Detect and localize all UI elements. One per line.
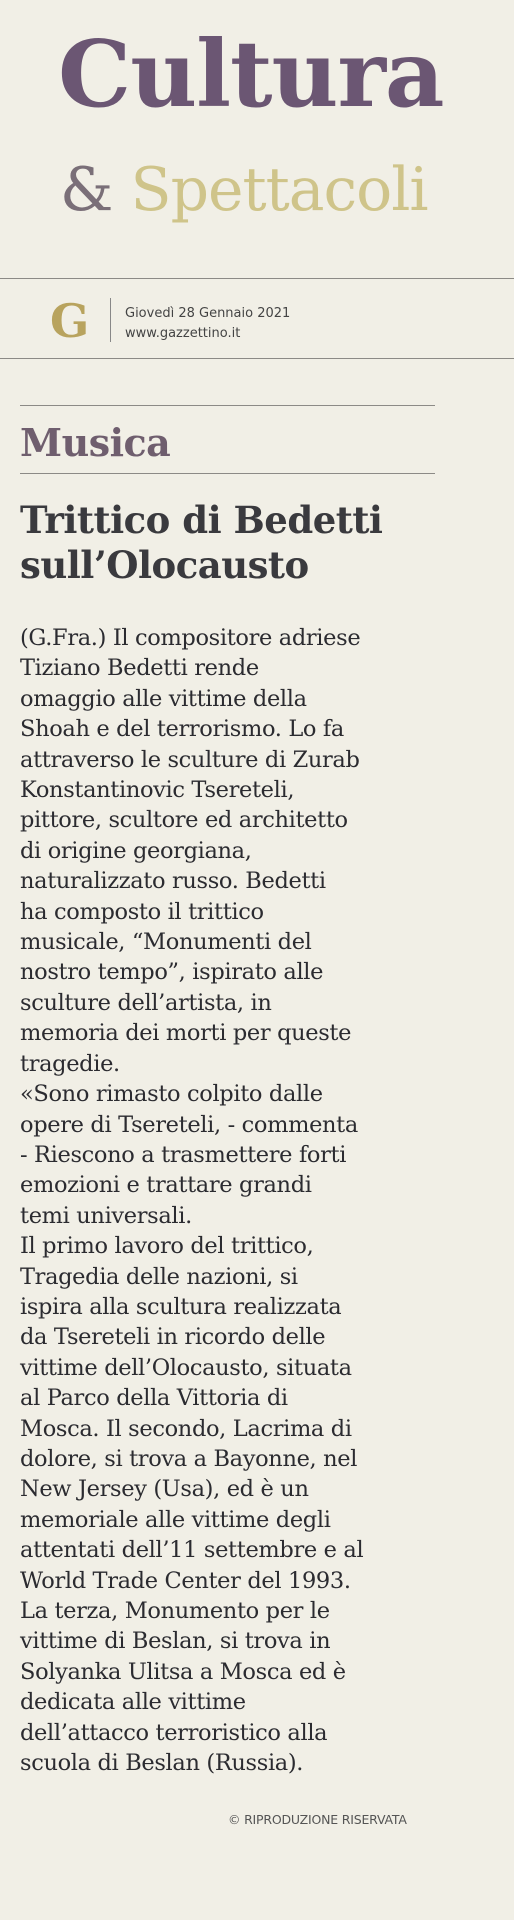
body-line: attraverso le sculture di Zurab: [20, 746, 360, 773]
body-line: omaggio alle vittime della: [20, 685, 307, 712]
body-line: sculture dell’artista, in: [20, 989, 272, 1016]
body-line: vittime dell’Olocausto, situata: [20, 1354, 352, 1381]
body-line: ha composto il trittico: [20, 898, 264, 925]
body-line: dolore, si trova a Bayonne, nel: [20, 1445, 358, 1472]
body-line: vittime di Beslan, si trova in: [20, 1628, 331, 1655]
ampersand: &: [60, 155, 113, 225]
body-line: New Jersey (Usa), ed è un: [20, 1476, 309, 1503]
gazzettino-logo: G: [50, 294, 90, 348]
issue-date: Giovedì 28 Gennaio 2021: [125, 306, 291, 321]
category-bottom-rule: [20, 473, 435, 474]
body-line: Tiziano Bedetti rende: [20, 655, 259, 682]
body-line: La terza, Monumento per le: [20, 1598, 330, 1624]
body-line: dedicata alle vittime: [20, 1689, 246, 1716]
body-line: memoriale alle vittime degli: [20, 1506, 331, 1533]
body-line: scuola di Beslan (Russia).: [20, 1750, 304, 1777]
website-url: www.gazzettino.it: [125, 326, 241, 341]
article-headline: [20, 498, 460, 588]
body-line: al Parco della Vittoria di: [20, 1385, 288, 1412]
body-line: memoria dei morti per queste: [20, 1020, 352, 1047]
category-top-rule: [20, 405, 435, 406]
body-line: nostro tempo”, ispirato alle: [20, 959, 324, 986]
body-line: ispira alla scultura realizzata: [20, 1293, 342, 1320]
body-line: emozioni e trattare grandi: [20, 1172, 312, 1199]
section-subtitle-text: Spettacoli: [130, 155, 428, 225]
body-line: «Sono rimasto colpito dalle: [20, 1081, 323, 1108]
body-line: da Tsereteli in ricordo delle: [20, 1324, 326, 1351]
body-line: opere di Tsereteli, - commenta: [20, 1111, 358, 1138]
body-line: temi universali.: [20, 1202, 192, 1229]
body-line: Solyanka Ulitsa a Mosca ed è: [20, 1658, 346, 1685]
section-title: Cultura: [58, 20, 444, 128]
body-line: pittore, scultore ed architetto: [20, 807, 348, 834]
masthead-top-rule: [0, 278, 514, 279]
body-line: World Trade Center del 1993.: [20, 1567, 351, 1594]
body-line: tragedie.: [20, 1050, 120, 1077]
body-line: musicale, “Monumenti del: [20, 929, 312, 956]
masthead-bottom-rule: [0, 358, 514, 359]
body-line: Tragedia delle nazioni, si: [20, 1263, 298, 1290]
body-line: Konstantinovic Tsereteli,: [20, 777, 295, 804]
body-line: - Riescono a trasmettere forti: [20, 1141, 347, 1168]
body-line: di origine georgiana,: [20, 837, 252, 864]
body-line: attentati dell’11 settembre e al: [20, 1537, 364, 1564]
headline-line: Trittico di Bedetti: [20, 498, 383, 542]
copyright-notice: © RIPRODUZIONE RISERVATA: [228, 1812, 407, 1827]
body-line: Mosca. Il secondo, Lacrima di: [20, 1415, 352, 1442]
body-line: Shoah e del terrorismo. Lo fa: [20, 716, 344, 743]
headline-line: sull’Olocausto: [20, 543, 309, 587]
body-line: dell’attacco terroristico alla: [20, 1719, 328, 1746]
article-category: Musica: [20, 420, 171, 465]
body-line: naturalizzato russo. Bedetti: [20, 868, 326, 895]
section-subtitle: [60, 155, 428, 225]
body-line: Il primo lavoro del trittico,: [20, 1233, 314, 1260]
masthead-divider: [110, 298, 111, 342]
article-body: [20, 623, 460, 1778]
body-line: (G.Fra.) Il compositore adriese: [20, 625, 361, 651]
